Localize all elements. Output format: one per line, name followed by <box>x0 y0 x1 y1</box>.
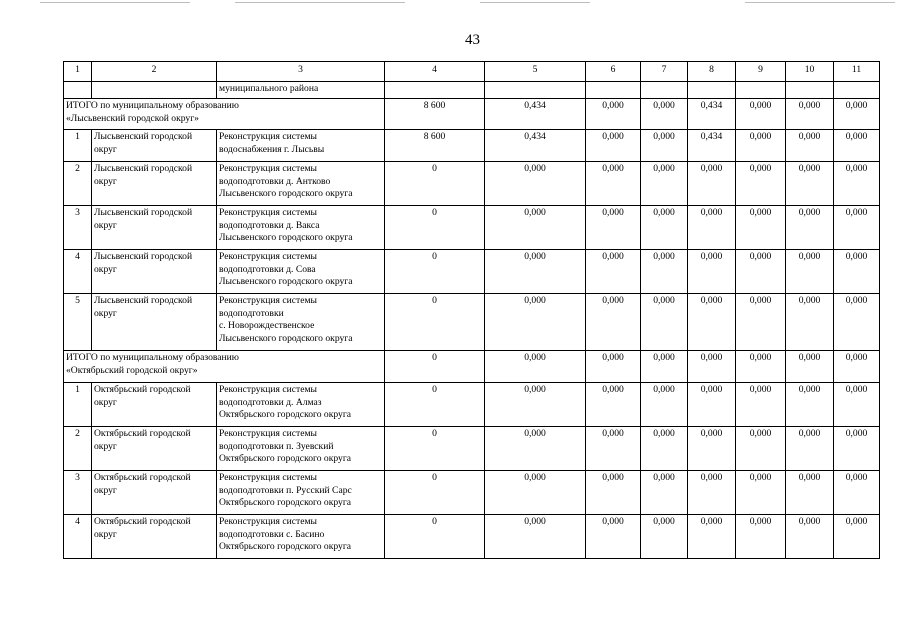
municipality-name-text: Лысьвенский городской округ <box>94 251 193 275</box>
row-number-text: 2 <box>75 163 80 174</box>
col10-value-text: 0,000 <box>798 384 821 395</box>
table-cell <box>834 82 880 99</box>
col8-value-text: 0,434 <box>700 100 723 111</box>
col6-value <box>586 383 641 427</box>
project-description <box>217 250 385 294</box>
col6-value <box>586 130 641 162</box>
col6-value-text: 0,000 <box>602 131 624 142</box>
col11-value <box>834 206 880 250</box>
col9-value-text: 0,000 <box>749 428 772 439</box>
municipality-name <box>92 515 217 559</box>
col5-value-text: 0,434 <box>524 131 546 142</box>
municipality-name-text: Лысьвенский городской округ <box>94 163 193 187</box>
col10-value-text: 0,000 <box>798 295 821 306</box>
col9-value <box>736 130 786 162</box>
table-cell <box>92 82 217 99</box>
col6-value-text: 0,000 <box>602 100 624 111</box>
col6-value <box>586 427 641 471</box>
col9-value-text: 0,000 <box>749 100 772 111</box>
col5-value <box>485 250 586 294</box>
col5-value-text: 0,000 <box>524 384 546 395</box>
col11-value-text: 0,000 <box>845 352 868 363</box>
col8-value <box>688 427 736 471</box>
row-number <box>64 471 92 515</box>
col6-value <box>586 99 641 130</box>
col8-value-text: 0,000 <box>700 428 723 439</box>
col5-value-text: 0,434 <box>524 100 546 111</box>
row-number <box>64 515 92 559</box>
col9-value <box>736 162 786 206</box>
col7-value <box>641 206 688 250</box>
col8-value <box>688 383 736 427</box>
column-header: 8 <box>688 62 736 82</box>
header-row <box>64 62 880 82</box>
table-row <box>64 471 880 515</box>
column-header: 9 <box>736 62 786 82</box>
col7-value <box>641 294 688 351</box>
table-cell <box>786 82 834 99</box>
col10-value-text: 0,000 <box>798 428 821 439</box>
municipality-name-text: Лысьвенский городской округ <box>94 131 193 155</box>
col11-value <box>834 427 880 471</box>
col9-value <box>736 351 786 383</box>
col4-value <box>385 471 485 515</box>
table-row <box>64 250 880 294</box>
col6-value-text: 0,000 <box>602 163 624 174</box>
col8-value-text: 0,000 <box>700 384 723 395</box>
col5-value <box>485 99 586 130</box>
col7-value <box>641 162 688 206</box>
col10-value <box>786 383 834 427</box>
column-header: 2 <box>92 62 217 82</box>
col9-value-text: 0,000 <box>749 251 772 262</box>
col4-value <box>385 130 485 162</box>
table-cell <box>385 82 485 99</box>
row-number <box>64 294 92 351</box>
col7-value-text: 0,000 <box>653 428 675 439</box>
project-description-text: Реконструкция системы водоподготовки д. Антково Лысьвенского городского округа <box>219 163 353 199</box>
col5-value-text: 0,000 <box>524 516 546 527</box>
col7-value <box>641 427 688 471</box>
col10-value-text: 0,000 <box>798 207 821 218</box>
scan-edge-line <box>745 2 895 3</box>
col9-value-text: 0,000 <box>749 472 772 483</box>
col5-value-text: 0,000 <box>524 207 546 218</box>
col10-value <box>786 427 834 471</box>
col8-value-text: 0,000 <box>700 295 723 306</box>
col6-value <box>586 294 641 351</box>
table-row <box>64 427 880 471</box>
col4-value <box>385 383 485 427</box>
row-number-text: 5 <box>75 295 80 306</box>
col9-value-text: 0,000 <box>749 207 772 218</box>
row-number <box>64 383 92 427</box>
municipality-name-text: Лысьвенский городской округ <box>94 295 193 319</box>
col4-value-text: 0 <box>432 428 437 439</box>
municipality-name-text: Октябрьский городской округ <box>94 472 191 496</box>
col11-value <box>834 351 880 383</box>
col8-value <box>688 515 736 559</box>
col10-value <box>786 250 834 294</box>
col11-value-text: 0,000 <box>845 516 868 527</box>
municipality-name <box>92 383 217 427</box>
col8-value-text: 0,000 <box>700 163 723 174</box>
col9-value <box>736 294 786 351</box>
col8-value <box>688 99 736 130</box>
project-description-text: Реконструкция системы водоснабжения г. Лысьвы <box>219 131 325 155</box>
column-header: 5 <box>485 62 586 82</box>
col10-value <box>786 294 834 351</box>
col5-value-text: 0,000 <box>524 352 546 363</box>
municipality-name-text: Октябрьский городской округ <box>94 516 191 540</box>
col4-value-text: 0 <box>432 207 437 218</box>
project-description-text: Реконструкция системы водоподготовки с. Новорождественское Лысьвенского городского округа <box>219 295 353 344</box>
col6-value-text: 0,000 <box>602 352 624 363</box>
row-number <box>64 206 92 250</box>
col11-value-text: 0,000 <box>845 428 868 439</box>
col7-value <box>641 351 688 383</box>
municipality-name <box>92 130 217 162</box>
column-header: 11 <box>834 62 880 82</box>
col4-value-text: 0 <box>432 516 437 527</box>
carryover-row <box>64 82 880 99</box>
col8-value-text: 0,434 <box>700 131 723 142</box>
project-description-text: Реконструкция системы водоподготовки п. Русский Сарс Октябрьского городского округа <box>219 472 352 508</box>
subtotal-label <box>64 99 385 130</box>
row-number-text: 2 <box>75 428 80 439</box>
project-description <box>217 206 385 250</box>
col8-value <box>688 294 736 351</box>
col10-value <box>786 162 834 206</box>
data-table <box>63 61 880 559</box>
col8-value <box>688 250 736 294</box>
table-row <box>64 515 880 559</box>
municipality-name <box>92 294 217 351</box>
col5-value-text: 0,000 <box>524 251 546 262</box>
row-number-text: 1 <box>75 131 80 142</box>
project-description <box>217 294 385 351</box>
col9-value <box>736 206 786 250</box>
col9-value <box>736 250 786 294</box>
page-number: 43 <box>465 32 480 48</box>
col4-value <box>385 250 485 294</box>
col7-value-text: 0,000 <box>653 251 675 262</box>
col10-value <box>786 206 834 250</box>
table-cell <box>64 82 92 99</box>
col11-value-text: 0,000 <box>845 207 868 218</box>
col5-value <box>485 294 586 351</box>
table-row <box>64 206 880 250</box>
col4-value <box>385 99 485 130</box>
col5-value <box>485 206 586 250</box>
row-number <box>64 427 92 471</box>
col7-value-text: 0,000 <box>653 516 675 527</box>
col5-value-text: 0,000 <box>524 472 546 483</box>
col6-value-text: 0,000 <box>602 472 624 483</box>
col6-value <box>586 351 641 383</box>
row-number-text: 4 <box>75 251 80 262</box>
col5-value-text: 0,000 <box>524 428 546 439</box>
scan-edge-line <box>40 2 190 3</box>
col4-value <box>385 515 485 559</box>
table-body <box>64 62 880 559</box>
col4-value-text: 0 <box>432 352 437 363</box>
col4-value-text: 0 <box>432 251 437 262</box>
col11-value <box>834 99 880 130</box>
col10-value-text: 0,000 <box>798 131 821 142</box>
col5-value-text: 0,000 <box>524 295 546 306</box>
col11-value-text: 0,000 <box>845 163 868 174</box>
col9-value <box>736 471 786 515</box>
table-cell <box>736 82 786 99</box>
col8-value-text: 0,000 <box>700 516 723 527</box>
subtotal-row <box>64 99 880 130</box>
project-description-text: Реконструкция системы водоподготовки д. Сова Лысьвенского городского округа <box>219 251 353 287</box>
col5-value <box>485 471 586 515</box>
col4-value <box>385 427 485 471</box>
col9-value-text: 0,000 <box>749 295 772 306</box>
col4-value-text: 0 <box>432 384 437 395</box>
col7-value-text: 0,000 <box>653 384 675 395</box>
col7-value-text: 0,000 <box>653 131 675 142</box>
col5-value <box>485 427 586 471</box>
col11-value-text: 0,000 <box>845 131 868 142</box>
col9-value <box>736 515 786 559</box>
col6-value <box>586 515 641 559</box>
municipality-name-text: Лысьвенский городской округ <box>94 207 193 231</box>
municipality-name <box>92 206 217 250</box>
col4-value <box>385 351 485 383</box>
col4-value-text: 0 <box>432 163 437 174</box>
project-description-text: Реконструкция системы водоподготовки д. Алмаз Октябрьского городского округа <box>219 384 352 420</box>
municipality-name <box>92 471 217 515</box>
col4-value-text: 0 <box>432 295 437 306</box>
project-description <box>217 427 385 471</box>
col4-value-text: 8 600 <box>423 131 446 142</box>
col5-value <box>485 162 586 206</box>
col8-value-text: 0,000 <box>700 207 723 218</box>
col9-value-text: 0,000 <box>749 163 772 174</box>
col4-value <box>385 294 485 351</box>
project-description-text: Реконструкция системы водоподготовки с. Басино Октябрьского городского округа <box>219 516 352 552</box>
project-description <box>217 130 385 162</box>
project-description <box>217 383 385 427</box>
municipality-name <box>92 250 217 294</box>
subtotal-label-text: ИТОГО по муниципальному образованию «Лысьвенский городской округ» <box>66 100 239 124</box>
row-number <box>64 162 92 206</box>
row-number-text: 4 <box>75 516 80 527</box>
subtotal-label <box>64 351 385 383</box>
col10-value-text: 0,000 <box>798 251 821 262</box>
col8-value <box>688 471 736 515</box>
col8-value-text: 0,000 <box>700 352 723 363</box>
col11-value-text: 0,000 <box>845 100 868 111</box>
project-description <box>217 162 385 206</box>
col7-value <box>641 99 688 130</box>
col11-value <box>834 250 880 294</box>
col4-value <box>385 162 485 206</box>
project-description-text: Реконструкция системы водоподготовки п. Зуевский Октябрьского городского округа <box>219 428 352 464</box>
col10-value <box>786 515 834 559</box>
col5-value <box>485 351 586 383</box>
col8-value <box>688 351 736 383</box>
col8-value <box>688 130 736 162</box>
col7-value-text: 0,000 <box>653 352 675 363</box>
project-description <box>217 471 385 515</box>
row-number-text: 1 <box>75 384 80 395</box>
col8-value-text: 0,000 <box>700 472 723 483</box>
col9-value-text: 0,000 <box>749 131 772 142</box>
municipality-name <box>92 162 217 206</box>
column-header: 3 <box>217 62 385 82</box>
col10-value-text: 0,000 <box>798 516 821 527</box>
table-cell <box>688 82 736 99</box>
col11-value <box>834 294 880 351</box>
col11-value-text: 0,000 <box>845 472 868 483</box>
col7-value-text: 0,000 <box>653 472 675 483</box>
col11-value-text: 0,000 <box>845 251 868 262</box>
col10-value-text: 0,000 <box>798 472 821 483</box>
col7-value <box>641 130 688 162</box>
table-row <box>64 130 880 162</box>
col7-value <box>641 383 688 427</box>
municipality-name-text: Октябрьский городской округ <box>94 384 191 408</box>
column-header: 10 <box>786 62 834 82</box>
col6-value-text: 0,000 <box>602 207 624 218</box>
row-number <box>64 130 92 162</box>
project-description <box>217 515 385 559</box>
table-row <box>64 383 880 427</box>
col5-value <box>485 383 586 427</box>
table-cell <box>586 82 641 99</box>
col11-value <box>834 130 880 162</box>
col7-value-text: 0,000 <box>653 295 675 306</box>
col10-value-text: 0,000 <box>798 100 821 111</box>
col11-value-text: 0,000 <box>845 384 868 395</box>
col6-value-text: 0,000 <box>602 295 624 306</box>
col8-value <box>688 162 736 206</box>
col4-value-text: 8 600 <box>423 100 446 111</box>
col6-value <box>586 471 641 515</box>
scan-edge-line <box>235 2 405 3</box>
subtotal-label-text: ИТОГО по муниципальному образованию «Октябрьский городской округ» <box>66 352 239 376</box>
col11-value <box>834 515 880 559</box>
column-header: 7 <box>641 62 688 82</box>
col10-value <box>786 471 834 515</box>
subtotal-row <box>64 351 880 383</box>
col6-value-text: 0,000 <box>602 384 624 395</box>
col6-value-text: 0,000 <box>602 516 624 527</box>
municipality-name-text: Октябрьский городской округ <box>94 428 191 452</box>
col7-value-text: 0,000 <box>653 163 675 174</box>
col6-value <box>586 206 641 250</box>
col7-value <box>641 515 688 559</box>
col7-value <box>641 471 688 515</box>
col11-value <box>834 162 880 206</box>
col5-value <box>485 130 586 162</box>
col9-value-text: 0,000 <box>749 352 772 363</box>
col11-value-text: 0,000 <box>845 295 868 306</box>
col6-value-text: 0,000 <box>602 428 624 439</box>
col7-value-text: 0,000 <box>653 100 675 111</box>
scan-edge-line <box>480 2 590 3</box>
table-row <box>64 294 880 351</box>
col7-value-text: 0,000 <box>653 207 675 218</box>
project-description-text: Реконструкция системы водоподготовки д. Вакса Лысьвенского городского округа <box>219 207 353 243</box>
row-number <box>64 250 92 294</box>
row-number-text: 3 <box>75 207 80 218</box>
table-row <box>64 162 880 206</box>
col10-value <box>786 99 834 130</box>
col9-value-text: 0,000 <box>749 516 772 527</box>
col11-value <box>834 383 880 427</box>
col6-value-text: 0,000 <box>602 251 624 262</box>
col6-value <box>586 162 641 206</box>
col10-value-text: 0,000 <box>798 163 821 174</box>
col5-value-text: 0,000 <box>524 163 546 174</box>
col8-value-text: 0,000 <box>700 251 723 262</box>
col9-value <box>736 427 786 471</box>
table-cell <box>641 82 688 99</box>
col9-value <box>736 383 786 427</box>
col4-value-text: 0 <box>432 472 437 483</box>
column-header: 6 <box>586 62 641 82</box>
column-header: 1 <box>64 62 92 82</box>
col11-value <box>834 471 880 515</box>
col9-value <box>736 99 786 130</box>
col10-value-text: 0,000 <box>798 352 821 363</box>
col4-value <box>385 206 485 250</box>
column-header: 4 <box>385 62 485 82</box>
col6-value <box>586 250 641 294</box>
col5-value <box>485 515 586 559</box>
row-number-text: 3 <box>75 472 80 483</box>
municipality-name <box>92 427 217 471</box>
col7-value <box>641 250 688 294</box>
carryover-text: муниципального района <box>217 82 385 99</box>
col10-value <box>786 351 834 383</box>
table-cell <box>485 82 586 99</box>
col9-value-text: 0,000 <box>749 384 772 395</box>
col10-value <box>786 130 834 162</box>
col8-value <box>688 206 736 250</box>
